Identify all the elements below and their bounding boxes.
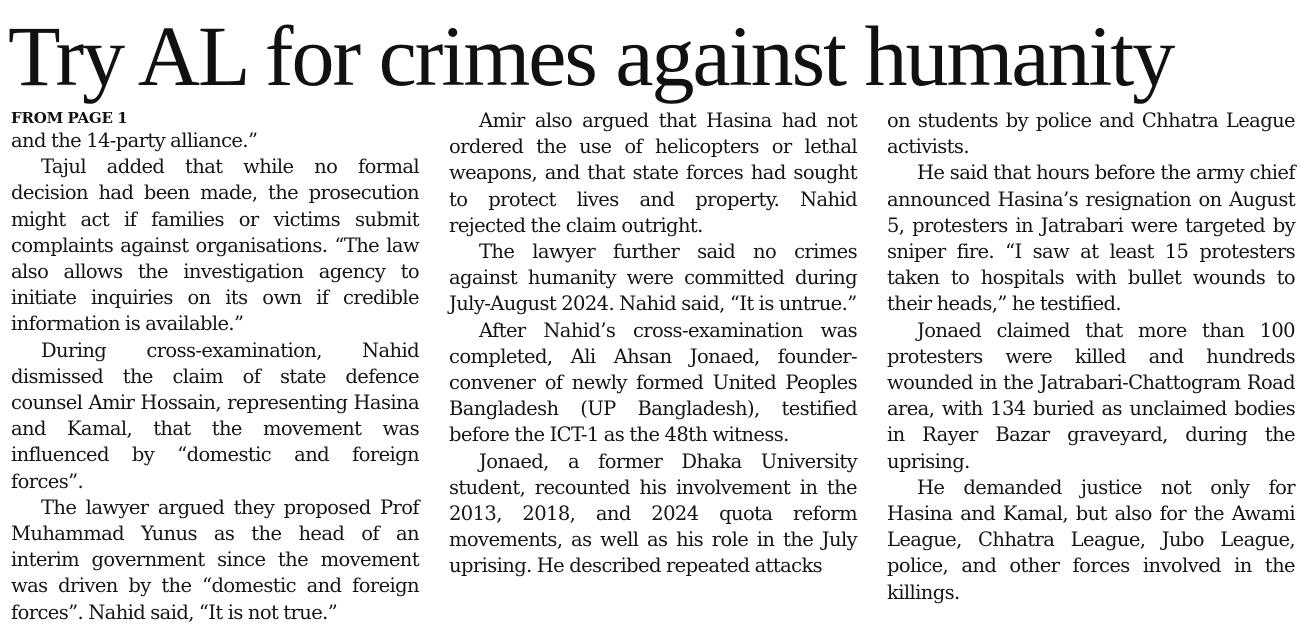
article-body [11,108,1297,628]
paragraph: He said that hours before the army chief announced Hasina’s resignation on August 5, protesters in Jatrabari were targeted by sniper fire. “I saw at least 15 protesters taken to hospitals with bullet wounds to their heads,” he testified. [887,161,1295,316]
paragraph: Jonaed, a former Dhaka University student, recounted his involvement in the 2013, 2018, and 2024 quota reform movements, as well as his role in the July uprising. He described repeated attacks [449,449,857,578]
paragraph: Jonaed claimed that more than 100 protesters were killed and hundreds wounded in the Jatrabari-Chattogram Road area, with 134 buried as unclaimed bodies in Rayer Bazar graveyard, during the uprising. [887,318,1295,473]
paragraph: and the 14-party alliance.” [11,129,258,152]
paragraph: Tajul added that while no formal decision had been made, the prosecution might act if families or victims submit complaints against organisations. “The law also allows the investigation agency to initiate inquiries on its own if credible information is available.” [11,155,419,336]
paragraph: During cross-examination, Nahid dismissed the claim of state defence counsel Amir Hossain, representing Hasina and Kamal, that the movement was influenced by “domestic and foreign forces”. [11,338,419,493]
paragraph: The lawyer argued they proposed Prof Muhammad Yunus as the head of an interim government since the movement was driven by the “domestic and foreign forces”. Nahid said, “It is not true.” [11,495,419,624]
headline: Try AL for crimes against humanity [8,8,1174,104]
article-column-1 [11,108,419,626]
paragraph: Amir also argued that Hasina had not ordered the use of helicopters or lethal weapons, and that state forces had sought to protect lives and property. Nahid rejected the claim outright. [449,109,857,237]
paragraph: The lawyer further said no crimes against humanity were committed during July-August 2024. Nahid said, “It is untrue.” [449,240,857,316]
article-column-2 [449,108,857,580]
paragraph: He demanded justice not only for Hasina and Kamal, but also for the Awami League, Chhatra League, Jubo League, police, and other forces involved in the killings. [887,475,1295,604]
continuation-kicker: FROM PAGE 1 [11,109,128,127]
paragraph: on students by police and Chhatra League activists. [887,109,1295,159]
paragraph: After Nahid’s cross-examination was completed, Ali Ahsan Jonaed, founder-convener of newly formed United Peoples Bangladesh (UP Bangladesh), testified before the ICT-1 as the 48th witness. [449,318,857,447]
article-column-3 [887,108,1295,606]
